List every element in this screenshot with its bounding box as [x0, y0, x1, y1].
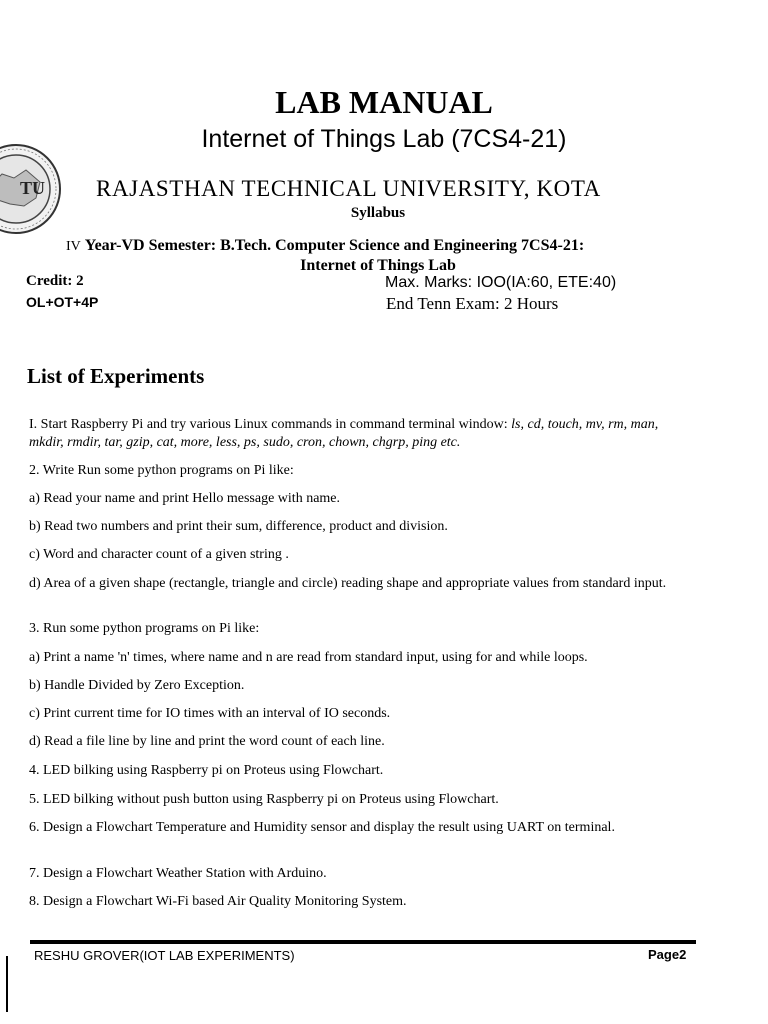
list-item: 8. Design a Flowchart Wi-Fi based Air Quality Monitoring System.: [29, 894, 407, 909]
year-line-text: Year-VD Semester: B.Tech. Computer Science and Engineering 7CS4-21:: [84, 237, 585, 254]
syllabus-label: Syllabus: [350, 205, 406, 221]
list-item: b) Handle Divided by Zero Exception.: [29, 678, 245, 693]
document-title: LAB MANUAL: [275, 84, 493, 120]
max-marks-label: Max. Marks: IOO(IA:60, ETE:40): [385, 274, 617, 291]
semester-line-2: Internet of Things Lab: [300, 257, 456, 274]
list-item: [29, 416, 689, 452]
list-item: a) Print a name 'n' times, where name and n are read from standard input, using for and while loops.: [29, 650, 588, 665]
exam-duration-label: End Tenn Exam: 2 Hours: [386, 294, 559, 313]
list-item: c) Word and character count of a given string .: [29, 547, 289, 562]
footer-author: RESHU GROVER(IOT LAB EXPERIMENTS): [34, 948, 295, 963]
semester-line: [66, 237, 584, 255]
footer-divider: [30, 940, 696, 944]
course-subtitle: Internet of Things Lab (7CS4-21): [201, 125, 567, 153]
credit-label: Credit: 2: [26, 273, 84, 289]
ltp-label: OL+OT+4P: [26, 294, 99, 310]
page-number: Page2: [648, 947, 687, 962]
list-item-text: I. Start Raspberry Pi and try various Linux commands in command terminal window:: [29, 417, 512, 432]
list-item: 2. Write Run some python programs on Pi like:: [29, 463, 294, 478]
list-item: b) Read two numbers and print their sum, difference, product and division.: [29, 519, 448, 534]
university-name: RAJASTHAN TECHNICAL UNIVERSITY, KOTA: [96, 176, 601, 201]
margin-line: [6, 956, 8, 1012]
list-item: c) Print current time for IO times with an interval of IO seconds.: [29, 706, 391, 721]
list-item: 7. Design a Flowchart Weather Station with Arduino.: [29, 866, 327, 881]
linux-commands-text: ls, cd, touch, mv, rm, man, mkdir, rmdir, tar, gzip, cat, more, less, ps, sudo, cron, chown, chgrp, ping etc.: [29, 417, 659, 450]
university-seal-icon: [0, 140, 62, 238]
experiments-heading: List of Experiments: [27, 364, 205, 388]
list-item: d) Read a file line by line and print the word count of each line.: [29, 734, 385, 749]
svg-text:TU: TU: [20, 178, 46, 198]
list-item: d) Area of a given shape (rectangle, triangle and circle) reading shape and appropriate values from standard input.: [29, 576, 667, 591]
list-item: 5. LED bilking without push button using Raspberry pi on Proteus using Flowchart.: [29, 792, 499, 807]
list-item: 6. Design a Flowchart Temperature and Humidity sensor and display the result using UART on terminal.: [29, 820, 615, 835]
year-prefix: IV: [66, 239, 81, 254]
list-item: 4. LED bilking using Raspberry pi on Proteus using Flowchart.: [29, 763, 384, 778]
list-item: 3. Run some python programs on Pi like:: [29, 621, 260, 636]
list-item: a) Read your name and print Hello message with name.: [29, 491, 341, 506]
